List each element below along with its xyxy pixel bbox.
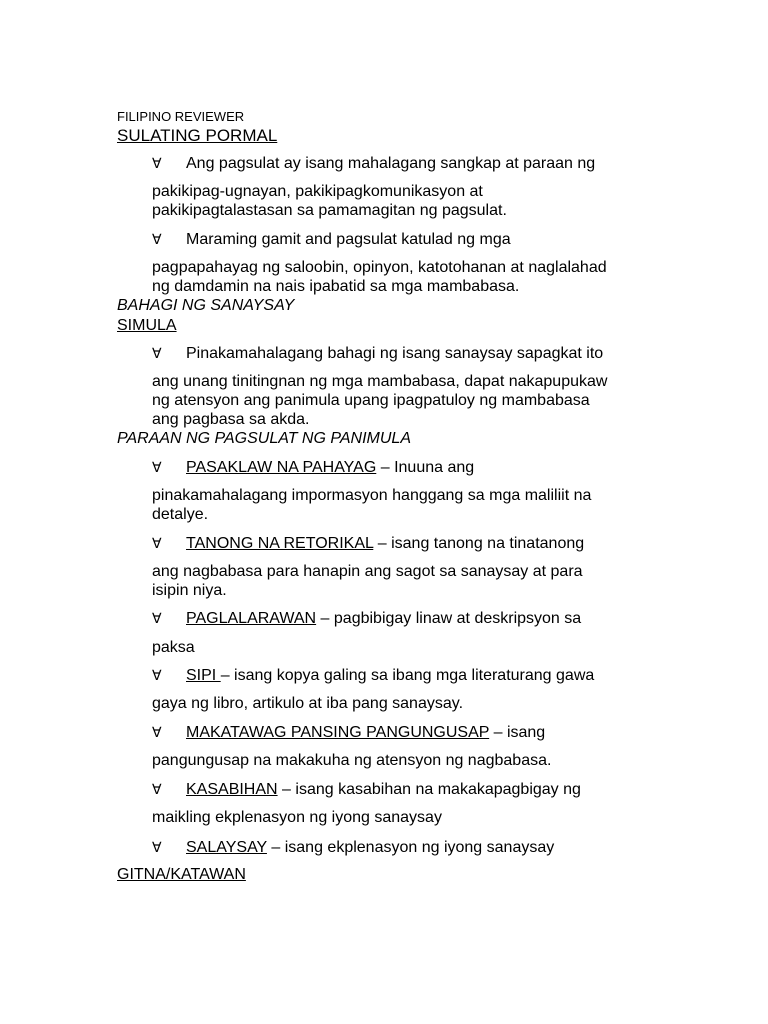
bullet-icon: ∀ xyxy=(152,155,162,171)
term-definition: – Inuuna ang xyxy=(376,459,475,476)
bullet-icon: ∀ xyxy=(152,345,162,361)
paragraph-line: ang pagbasa sa akda. xyxy=(152,411,310,428)
list-item-first-line xyxy=(186,458,474,477)
term-label: PASAKLAW NA PAHAYAG xyxy=(186,459,377,476)
paragraph-line: ng damdamin na nais ipabatid sa mga mambabasa. xyxy=(152,278,520,295)
term-label: SIPI xyxy=(186,667,221,684)
list-item-first-line xyxy=(186,666,594,685)
bullet-icon: ∀ xyxy=(152,459,162,475)
term-label: PAGLALARAWAN xyxy=(186,610,317,627)
term-label: SALAYSAY xyxy=(186,839,267,856)
term-label: KASABIHAN xyxy=(186,781,278,798)
bullet-icon: ∀ xyxy=(152,231,162,247)
paragraph-line: isipin niya. xyxy=(152,582,227,599)
bullet-icon: ∀ xyxy=(152,535,162,551)
paragraph-line: ng atensyon ang panimula upang ipagpatuloy ng mambabasa xyxy=(152,392,590,409)
paragraph-line: ang unang tinitingnan ng mga mambabasa, dapat nakapupukaw xyxy=(152,373,608,390)
list-item-first-line xyxy=(186,838,554,857)
paragraph-line: pinakamahalagang impormasyon hanggang sa mga maliliit na xyxy=(152,487,592,504)
paragraph-line: pangungusap na makakuha ng atensyon ng nagbabasa. xyxy=(152,752,552,769)
paragraph-line: paksa xyxy=(152,639,195,656)
paragraph-line: pagpapahayag ng saloobin, opinyon, katotohanan at naglalahad xyxy=(152,259,607,276)
list-item-first-line xyxy=(186,534,584,553)
bullet-icon: ∀ xyxy=(152,781,162,797)
paragraph-line: Ang pagsulat ay isang mahalagang sangkap at paraan ng xyxy=(186,155,596,172)
bullet-icon: ∀ xyxy=(152,724,162,740)
term-label: TANONG NA RETORIKAL xyxy=(186,535,374,552)
heading-gitna-katawan: GITNA/KATAWAN xyxy=(117,866,246,883)
bullet-icon: ∀ xyxy=(152,610,162,626)
bullet-icon: ∀ xyxy=(152,839,162,855)
list-item-first-line xyxy=(186,780,581,799)
list-item-first-line xyxy=(186,609,581,628)
paragraph-line: maikling ekplenasyon ng iyong sanaysay xyxy=(152,809,442,826)
paragraph-line: pakikipagtalastasan sa pamamagitan ng pagsulat. xyxy=(152,202,507,219)
term-definition: – isang tanong na tinatanong xyxy=(373,535,585,552)
term-definition: – isang ekplenasyon ng iyong sanaysay xyxy=(266,839,555,856)
paragraph-line: Pinakamahalagang bahagi ng isang sanaysay sapagkat ito xyxy=(186,345,604,362)
paragraph-line: Maraming gamit and pagsulat katulad ng mga xyxy=(186,231,511,248)
paragraph-line: gaya ng libro, artikulo at iba pang sanaysay. xyxy=(152,695,464,712)
paragraph-line: pakikipag-ugnayan, pakikipagkomunikasyon at xyxy=(152,183,483,200)
paragraph-line: detalye. xyxy=(152,506,209,523)
term-definition: – isang kopya galing sa ibang mga literaturang gawa xyxy=(220,667,595,684)
list-item-first-line xyxy=(186,723,545,742)
document-title: FILIPINO REVIEWER xyxy=(117,109,245,124)
heading-paraan-ng-pagsulat: PARAAN NG PAGSULAT NG PANIMULA xyxy=(117,430,411,447)
paragraph-line: ang nagbabasa para hanapin ang sagot sa sanaysay at para xyxy=(152,563,583,580)
heading-simula: SIMULA xyxy=(117,317,177,334)
heading-bahagi-ng-sanaysay: BAHAGI NG SANAYSAY xyxy=(117,297,295,314)
term-definition: – pagbibigay linaw at deskripsyon sa xyxy=(316,610,582,627)
bullet-icon: ∀ xyxy=(152,667,162,683)
term-label: MAKATAWAG PANSING PANGUNGUSAP xyxy=(186,724,490,741)
heading-sulating-pormal: SULATING PORMAL xyxy=(117,126,278,145)
term-definition: – isang xyxy=(489,724,546,741)
term-definition: – isang kasabihan na makakapagbigay ng xyxy=(277,781,581,798)
